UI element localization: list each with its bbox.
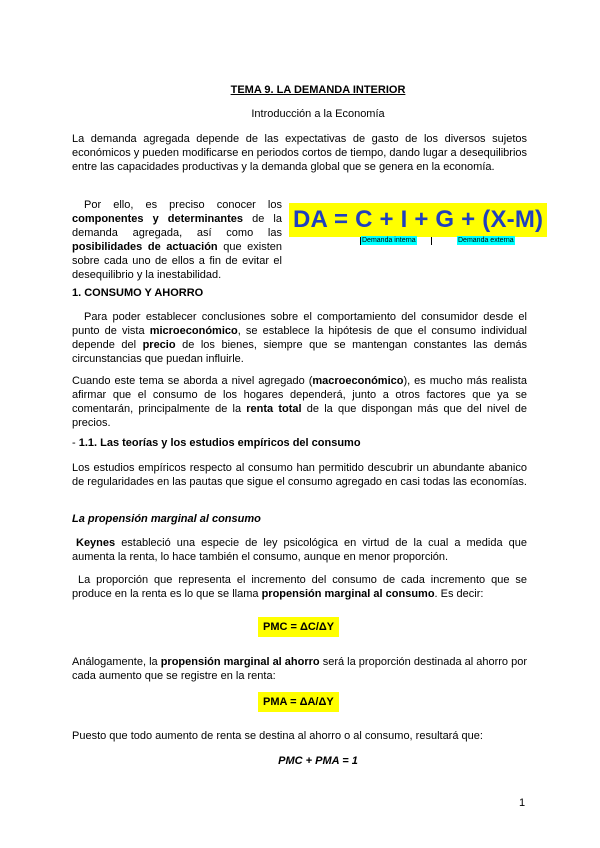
- pma-paragraph: Análogamente, la propensión marginal al ahorro será la proporción destinada al ahorro por cada aumento que se registre en la renta:: [72, 656, 528, 682]
- subsection-paragraph: Los estudios empíricos respecto al consumo han permitido descubrir un abundante abanico de regularidades en las pautas que sigue el consumo agregado en casi todas las economías.: [72, 462, 527, 488]
- pmc-heading: La propensión marginal al consumo: [72, 513, 261, 525]
- pmc-formula: PMC = ΔC/ΔY: [258, 617, 339, 637]
- label-external-demand: Demanda externa: [458, 237, 514, 244]
- document-subtitle: Introducción a la Economía: [251, 108, 385, 120]
- consumo-paragraph-2: Cuando este tema se aborda a nivel agregado (macroeconómico), es mucho más realista afirmar que el consumo de los hogares dependerá, junto a otros factores que ya se comentarán, principalmente de la renta total de la que dispongan más que del nivel de precios.: [72, 375, 527, 429]
- pmc-paragraph-1: Keynes estableció una especie de ley psicológica en virtud de la cual a medida que aumenta la renta, lo hace también el consumo, aunque en menor proporción.: [72, 537, 527, 563]
- document-title: TEMA 9. LA DEMANDA INTERIOR: [230, 84, 406, 96]
- aggregate-demand-equation: DA = C + I + G + (X-M): [289, 203, 547, 237]
- intro-paragraph-2: Por ello, es preciso conocer los componentes y determinantes de la demanda agregada, así como las posibilidades de actuación que existen sobre cada uno de ellos a fin de evitar el desequilibrio y la inestabilidad.: [72, 199, 282, 281]
- section-heading-consumo: 1. CONSUMO Y AHORRO: [72, 287, 204, 299]
- sum-equation: PMC + PMA = 1: [278, 755, 358, 767]
- sum-paragraph: Puesto que todo aumento de renta se destina al ahorro o al consumo, resultará que:: [72, 730, 483, 742]
- consumo-paragraph-1: Para poder establecer conclusiones sobre el comportamiento del consumidor desde el punto de vista microeconómico, se establece la hipótesis de que el consumo individual depende del precio de los bienes, siempre que se mantengan constantes las demás circunstancias que puedan influirle.: [72, 311, 527, 365]
- pma-formula: PMA = ΔA/ΔY: [258, 692, 339, 712]
- pmc-paragraph-2: La proporción que representa el incremento del consumo de cada incremento que se produce en la renta es lo que se llama propensión marginal al consumo. Es decir:: [72, 574, 527, 600]
- page-number: 1: [519, 797, 526, 809]
- intro-paragraph: La demanda agregada depende de las expectativas de gasto de los diversos sujetos económicos y pueden modificarse en periodos cortos de tiempo, dando lugar a desequilibrios entre las capacidades productivas y la demanda global que se genera en la economía.: [72, 133, 527, 173]
- bracket-mark: [431, 237, 432, 245]
- subsection-heading: - 1.1. Las teorías y los estudios empíricos del consumo: [72, 437, 361, 449]
- label-internal-demand: Demanda interna: [362, 237, 416, 244]
